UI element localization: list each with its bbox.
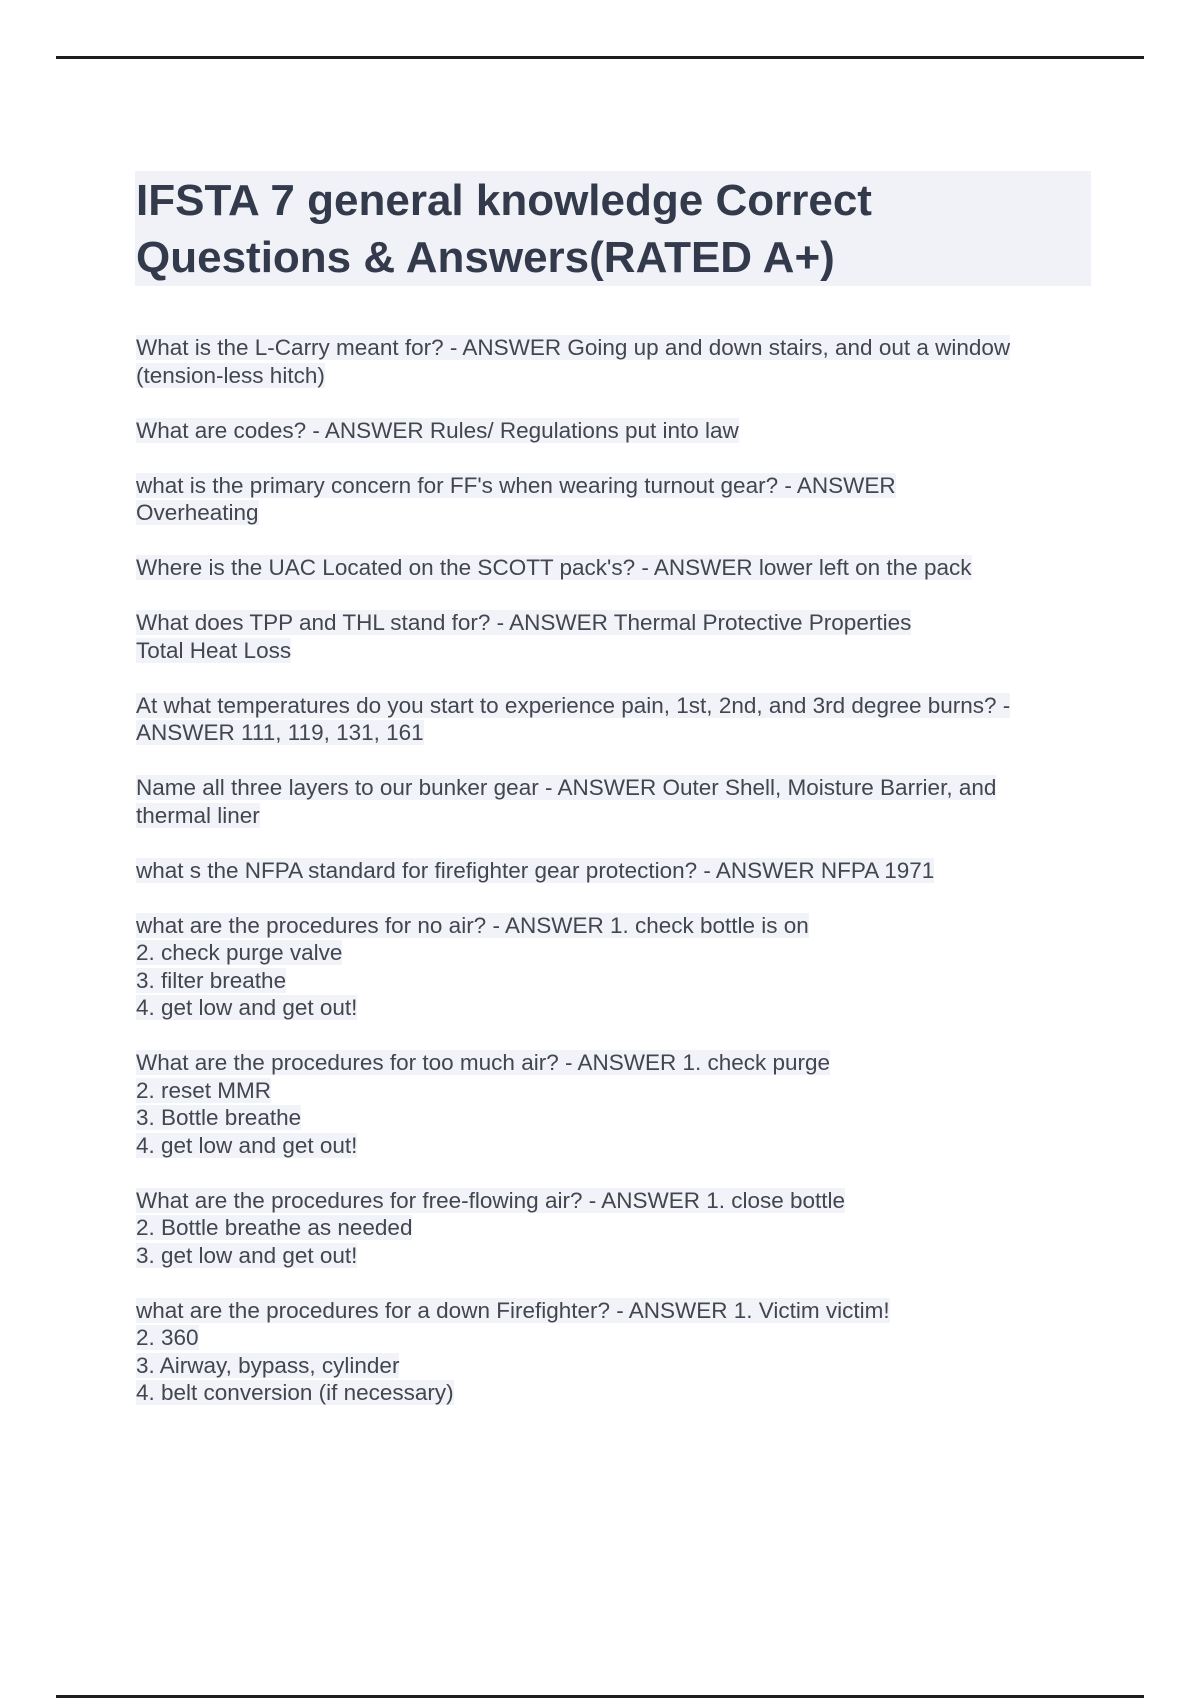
qa-body bbox=[136, 334, 1146, 1407]
page-title-line-1: IFSTA 7 general knowledge Correct bbox=[136, 176, 872, 226]
qa-paragraph bbox=[136, 1049, 1146, 1159]
qa-line: what are the procedures for no air? - ANSWER 1. check bottle is on bbox=[136, 912, 809, 938]
qa-paragraph bbox=[136, 692, 1146, 747]
qa-line: ANSWER 111, 119, 131, 161 bbox=[136, 720, 424, 745]
qa-paragraph bbox=[136, 472, 1146, 527]
page-title-line-2: Questions & Answers(RATED A+) bbox=[136, 233, 835, 283]
qa-line: 3. get low and get out! bbox=[136, 1242, 358, 1268]
qa-line: 3. Airway, bypass, cylinder bbox=[136, 1352, 400, 1378]
qa-paragraph bbox=[136, 857, 1146, 885]
qa-paragraph bbox=[136, 554, 1146, 582]
qa-line: 4. get low and get out! bbox=[136, 995, 358, 1020]
qa-line: What is the L-Carry meant for? - ANSWER Going up and down stairs, and out a window bbox=[136, 335, 1011, 360]
qa-paragraph bbox=[136, 609, 1146, 664]
qa-line: 3. filter breathe bbox=[136, 967, 287, 993]
qa-line: At what temperatures do you start to experience pain, 1st, 2nd, and 3rd degree burns? - bbox=[136, 692, 1011, 718]
qa-line: 2. 360 bbox=[136, 1325, 199, 1350]
top-horizontal-rule bbox=[56, 56, 1144, 59]
qa-line: What are the procedures for free-flowing air? - ANSWER 1. close bottle bbox=[136, 1187, 846, 1213]
qa-line: what are the procedures for a down Firefighter? - ANSWER 1. Victim victim! bbox=[136, 1297, 890, 1323]
qa-paragraph bbox=[136, 1297, 1146, 1407]
qa-paragraph bbox=[136, 334, 1146, 389]
qa-line: 2. Bottle breathe as needed bbox=[136, 1215, 413, 1240]
qa-line: (tension-less hitch) bbox=[136, 362, 325, 388]
qa-line: Overheating bbox=[136, 500, 259, 525]
bottom-horizontal-rule bbox=[56, 1695, 1144, 1698]
qa-line: What does TPP and THL stand for? - ANSWER Thermal Protective Properties bbox=[136, 610, 912, 635]
qa-line: 4. get low and get out! bbox=[136, 1132, 358, 1158]
qa-line: 2. check purge valve bbox=[136, 940, 343, 965]
page-title bbox=[135, 171, 1091, 286]
qa-paragraph bbox=[136, 1187, 1146, 1270]
qa-paragraph bbox=[136, 417, 1146, 445]
qa-line: 3. Bottle breathe bbox=[136, 1105, 302, 1130]
qa-paragraph bbox=[136, 912, 1146, 1022]
qa-line: 2. reset MMR bbox=[136, 1077, 272, 1103]
qa-line: thermal liner bbox=[136, 802, 260, 828]
qa-line: Name all three layers to our bunker gear - ANSWER Outer Shell, Moisture Barrier, and bbox=[136, 775, 997, 800]
qa-line: what is the primary concern for FF's when wearing turnout gear? - ANSWER bbox=[136, 472, 896, 498]
qa-line: 4. belt conversion (if necessary) bbox=[136, 1380, 454, 1405]
qa-line: What are the procedures for too much air? - ANSWER 1. check purge bbox=[136, 1050, 831, 1075]
qa-line: what s the NFPA standard for firefighter gear protection? - ANSWER NFPA 1971 bbox=[136, 857, 935, 883]
qa-line: Where is the UAC Located on the SCOTT pack's? - ANSWER lower left on the pack bbox=[136, 555, 972, 580]
qa-line: Total Heat Loss bbox=[136, 637, 292, 663]
qa-line: What are codes? - ANSWER Rules/ Regulations put into law bbox=[136, 417, 739, 443]
qa-paragraph bbox=[136, 774, 1146, 829]
